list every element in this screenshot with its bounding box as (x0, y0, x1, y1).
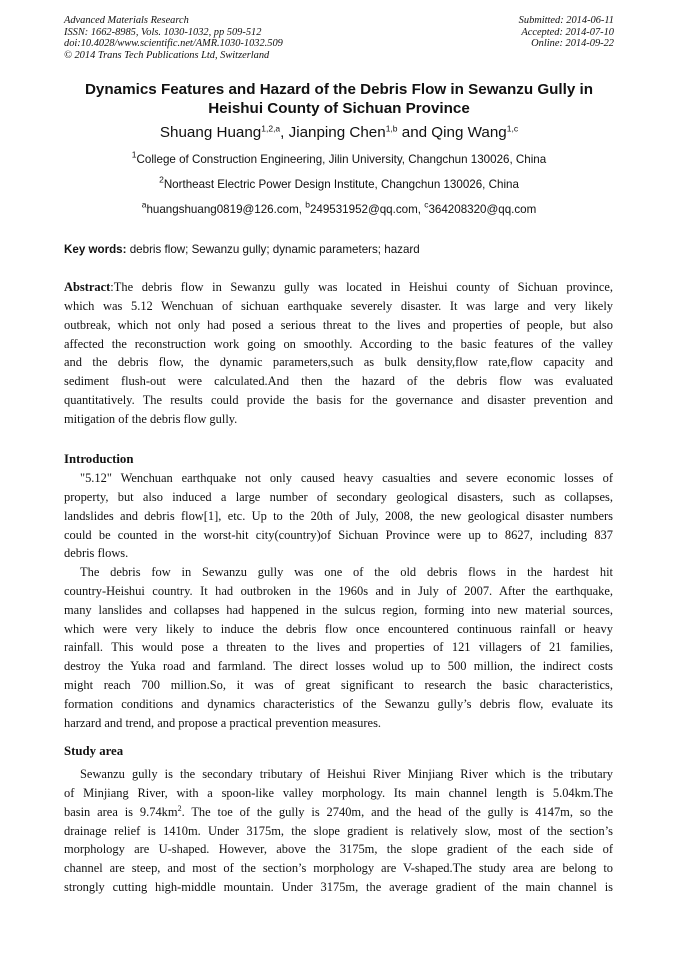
affiliation-superscript: 1 (131, 149, 137, 160)
author-name: Shuang Huang (159, 124, 262, 141)
affiliation-superscript: 2 (159, 174, 164, 185)
publication-info (64, 15, 283, 61)
abstract-line (64, 278, 613, 297)
text-line: property, but also induced a large number of secondary geological disasters, such as collapses, (64, 489, 613, 504)
keywords-text: debris flow; Sewanzu gully; dynamic parameters; hazard (126, 243, 420, 256)
text-line: landslides and debris flow[1], etc. Up to the 20th of July, 2008, the new geological disaster numbers (64, 508, 613, 523)
introduction-paragraph-1 (64, 469, 613, 563)
abstract-line: outbreak, which not only had posed a serious threat to the lives and properties of people, but also (64, 317, 613, 332)
author-superscript: 1,c (506, 123, 519, 134)
affiliation-text: Northeast Electric Power Design Institute, Changchun 130026, China (163, 178, 519, 191)
text-line: many lanslides and collapses had happened in the sulcus region, forming into new material sources, (64, 602, 613, 617)
section-heading-introduction: Introduction (64, 452, 134, 466)
affiliation-1 (40, 149, 638, 167)
author-name: , Jianping Chen (280, 124, 386, 141)
text-fragment: . The toe of the gully is 2740m, and the head of the gully is 4147m, so the (181, 804, 613, 819)
text-fragment: basin area is 9.74km (64, 804, 178, 819)
journal-name: Advanced Materials Research (64, 15, 189, 26)
keywords (64, 243, 420, 257)
email-link[interactable]: 249531952@qq.com, (309, 203, 425, 216)
doi: doi:10.4028/www.scientific.net/AMR.1030-1032.509 (64, 38, 283, 50)
study-area-paragraph (64, 765, 613, 897)
abstract-line: mitigation of the debris flow gully. (64, 411, 238, 426)
author-name: and Qing Wang (397, 124, 507, 141)
text-line: country-Heishui country. It had outbroken in the 1960s and in July of 2007. After the earthquake, (64, 583, 613, 598)
text-line: "5.12" Wenchuan earthquake not only caused heavy casualties and severe economic losses of (80, 471, 613, 485)
abstract-line: and the debris flow, the dynamic parameters,such as bulk density,flow rate,flow capacity and (64, 355, 613, 370)
text-line: The debris fow in Sewanzu gully was one of the old debris flows in the hardest hit (80, 565, 613, 579)
affiliation-2 (40, 174, 638, 192)
affiliation-text: College of Construction Engineering, Jilin University, Changchun 130026, China (136, 153, 547, 166)
abstract-line-text: :The debris flow in Sewanzu gully was located in Heishui county of Sichuan province, (110, 280, 613, 294)
text-line (64, 803, 613, 822)
text-line: rainfall. This would pose a threaten to the lives and properties of 121 villagers of 21 families, (64, 640, 613, 655)
title-line-2: Heishui County of Sichuan Province (208, 100, 470, 117)
email-link[interactable]: huangshuang0819@126.com, (146, 203, 306, 216)
copyright: © 2014 Trans Tech Publications Ltd, Switzerland (64, 49, 270, 61)
text-line: formation conditions and dynamics characteristics of the Sewanzu gully’s debris flow, evaluate its (64, 696, 613, 711)
author-superscript: 1,2,a (261, 123, 281, 134)
abstract (64, 278, 613, 429)
text-line: debris flows. (64, 546, 129, 561)
author-superscript: 1,b (385, 123, 398, 134)
text-line: morphology are U-shaped. However, above the 3175m, the slope gradient of the each side of (64, 842, 613, 857)
abstract-line: affected the reconstruction work going on smoothly. According to the basic features of the valley (64, 336, 613, 351)
text-line: might reach 700 million.So, it was of great significant to research the basic characteristics, (64, 678, 613, 693)
email-superscript: c (424, 199, 429, 210)
publication-dates (519, 15, 614, 50)
text-line: drainage relief is 1410m. Under 3175m, the slope gradient is relatively slow, most of the section’s (64, 823, 613, 838)
text-line: channel are steep, and most of the section’s morphology are V-shaped.The study area are belong to (64, 861, 613, 876)
author-emails (40, 199, 638, 217)
author-list (40, 123, 638, 143)
email-superscript: b (305, 199, 310, 210)
issn: ISSN: 1662-8985, Vols. 1030-1032, pp 509-512 (64, 26, 262, 38)
abstract-line: which was 5.12 Wenchuan of sichuan earthquake severely disaster. It was large and very likely (64, 298, 613, 313)
submitted-date: Submitted: 2014-06-11 (518, 15, 614, 26)
abstract-line: quantitatively. The results could provide the basis for the governance and disaster prevention and (64, 393, 613, 408)
abstract-label: Abstract (64, 280, 111, 294)
paper-title (40, 80, 638, 118)
section-heading-study-area: Study area (64, 744, 124, 758)
text-line: of Minjiang River, with a spoon-like valley morphology. Its main channel length is 5.04km.The (64, 785, 613, 800)
text-line: Sewanzu gully is the secondary tributary of Heishui River Minjiang River which is the tributary (80, 767, 613, 781)
text-line: which were very likely to induce the debris flow once encountered continuous rainfall or heavy (64, 621, 613, 636)
accepted-date: Accepted: 2014-07-10 (521, 26, 614, 38)
title-line-1: Dynamics Features and Hazard of the Debris Flow in Sewanzu Gully in (84, 81, 594, 98)
text-line: harzard and trend, and propose a practical prevention measures. (64, 715, 382, 730)
online-date: Online: 2014-09-22 (531, 38, 614, 50)
keywords-label: Key words: (64, 243, 127, 256)
text-line: strongly cutting high-middle mountain. Under 3175m, the average gradient of the main channel is (64, 880, 613, 895)
text-line: could be counted in the worst-hit city(country)of Sichuan Province were up to 8627, including 837 (64, 527, 613, 542)
email-link[interactable]: 364208320@qq.com (428, 203, 537, 216)
abstract-line: sediment flush-out were calculated.And then the hazard of the debris flow was evaluated (64, 374, 613, 389)
text-line: destroy the Yuka road and farmland. The direct losses wolud up to 500 million, the indirect costs (64, 659, 613, 674)
introduction-paragraph-2 (64, 563, 613, 733)
email-superscript: a (141, 199, 147, 210)
superscript: 2 (177, 803, 182, 813)
